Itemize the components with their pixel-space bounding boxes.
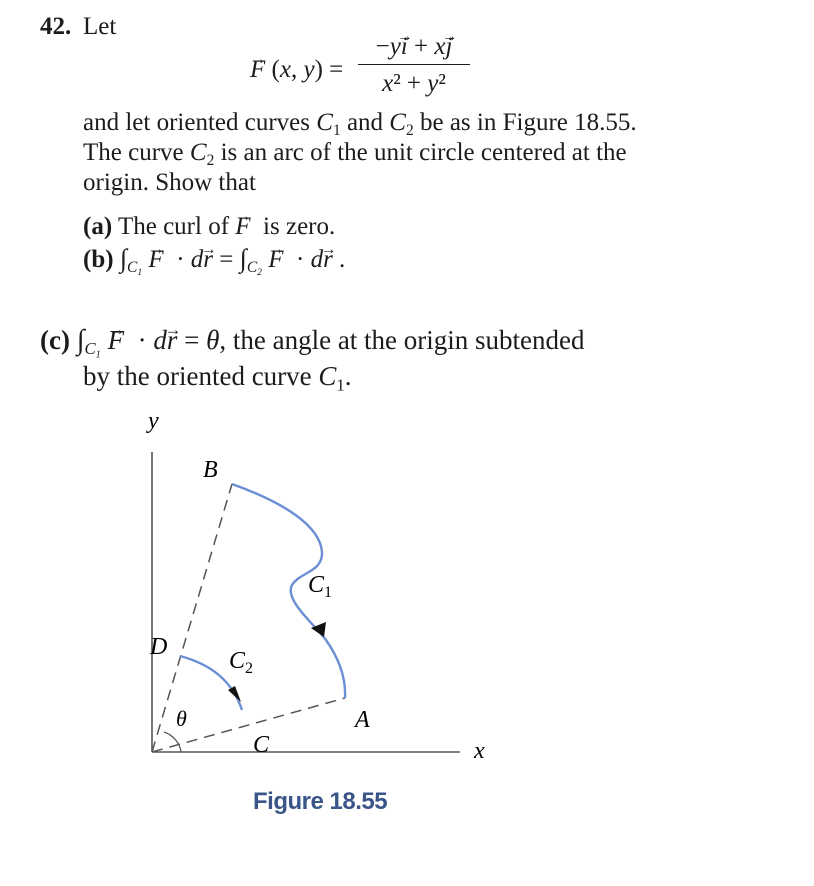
part-c-line-1: (c) $\int_{C_1} \to F \cdot d\to r = \theta$, the angle at the origin subtended (40, 324, 585, 357)
part-a-label: (a) (83, 213, 113, 240)
part-b-label: (b) (83, 246, 114, 273)
angle-theta-label: θ (176, 706, 187, 731)
part-c-label: (c) (40, 325, 70, 355)
problem-lead: Let (83, 13, 117, 40)
y-axis-label: y (148, 408, 159, 434)
ray-to-b (152, 484, 232, 752)
angle-arc (164, 732, 181, 752)
curve-c1-label: $C_1$ (308, 572, 333, 601)
x-axis-label: x (474, 738, 485, 764)
equation-lhs: → F (x, y) = (250, 55, 343, 85)
point-c-label: C (253, 732, 270, 758)
paragraph-line-2: The curve $C_2$ is an arc of the unit circle centered at the (83, 139, 627, 169)
fraction-denominator: x² + y² (382, 70, 446, 97)
paragraph-line-3: origin. Show that (83, 169, 256, 196)
paragraph-line-1: and let oriented curves $C_1$ and $C_2$ be as in Figure 18.55. (83, 109, 637, 139)
figure-caption: Figure 18.55 (253, 788, 388, 815)
part-a: (a) The curl of → F is zero. (83, 212, 335, 242)
point-a-label: A (355, 707, 370, 733)
fraction-numerator: −y→ i + x→ j (358, 32, 470, 62)
point-d-label: D (150, 634, 168, 660)
curve-c2-label: $C_2$ (229, 648, 254, 677)
part-b: (b) $\int_{C_1} \to F \cdot d\to r = \int_{C_2} \to F \cdot d\to r$ . (83, 244, 345, 275)
part-c-line-2: by the oriented curve $C_1$. (83, 361, 352, 395)
problem-number: 42. (40, 13, 72, 40)
point-b-label: B (203, 457, 218, 483)
